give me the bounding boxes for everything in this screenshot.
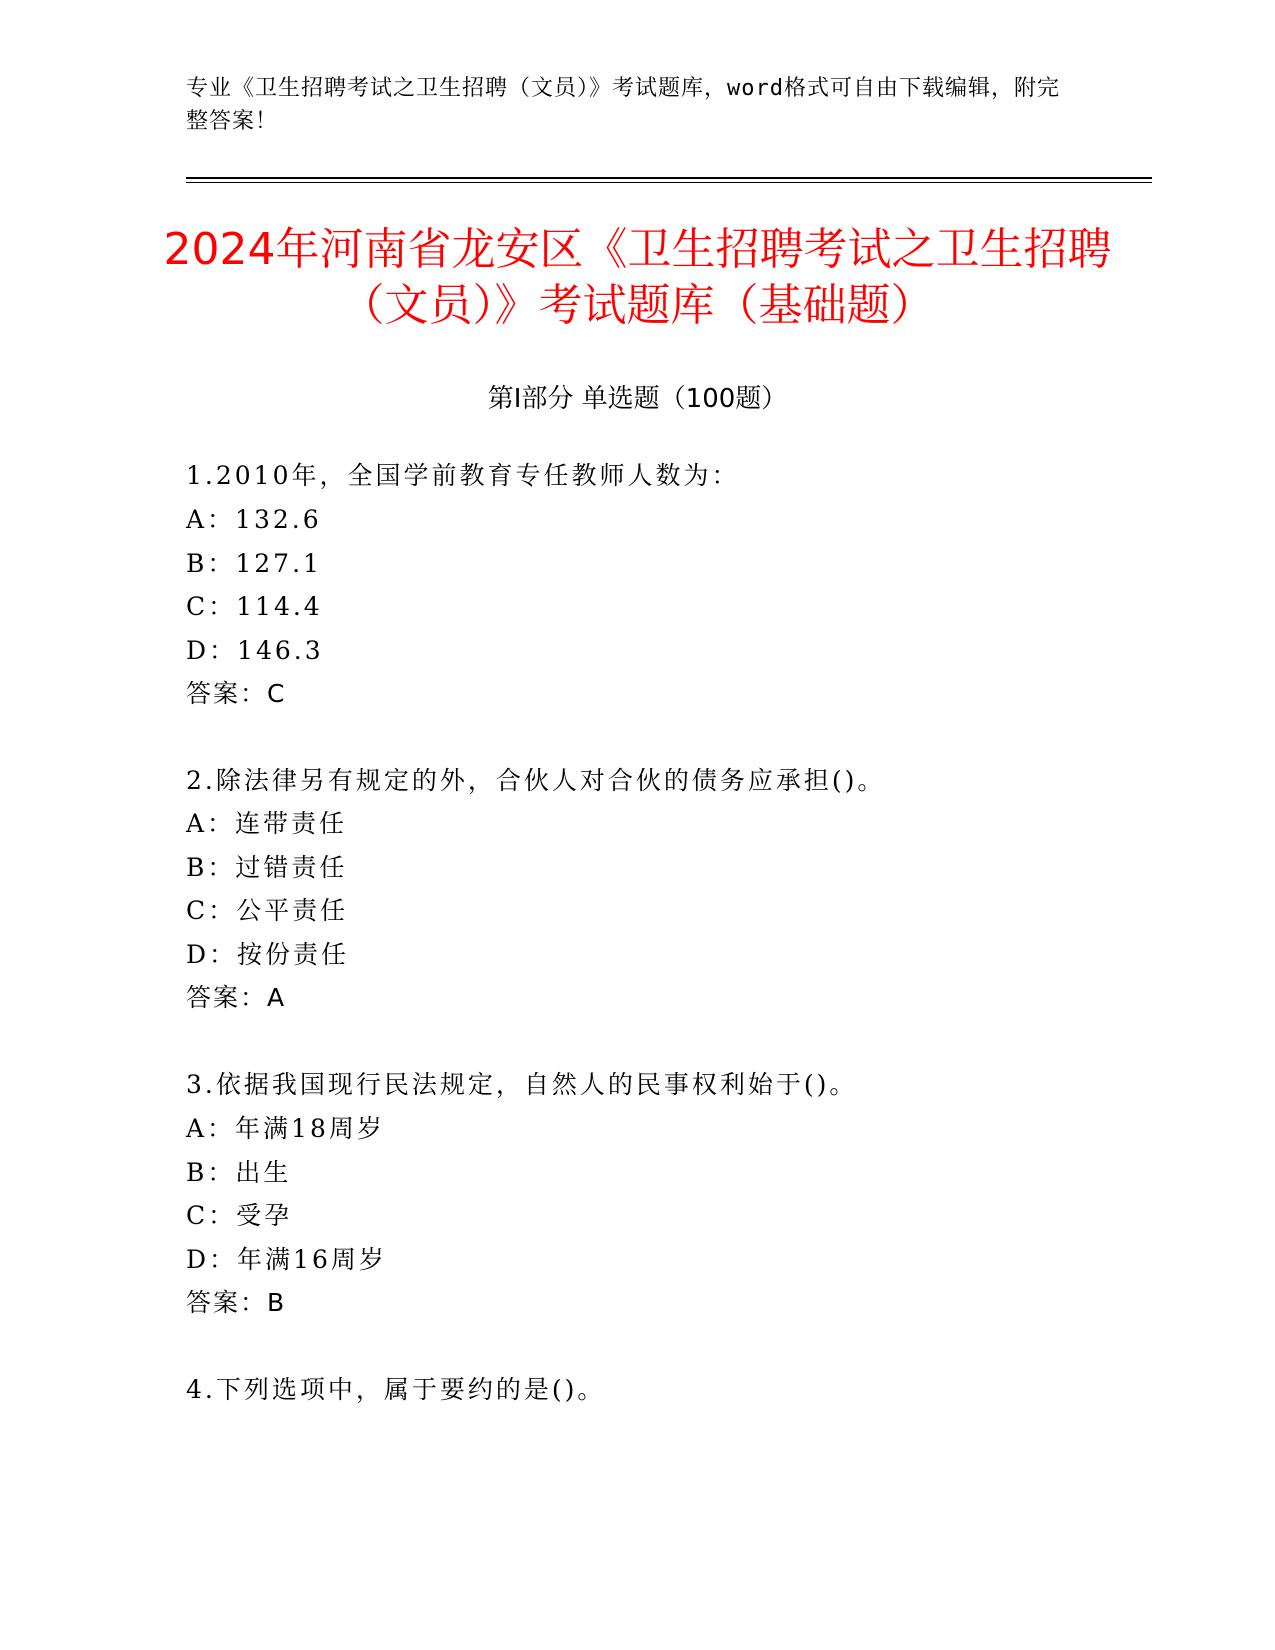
answer-label: 答案：B — [186, 1288, 287, 1317]
answer-label: 答案：C — [186, 679, 287, 708]
option-d: D：年满16周岁 — [186, 1245, 387, 1274]
option-d: D：146.3 — [186, 636, 324, 665]
option-d: D：按份责任 — [186, 940, 350, 969]
option-c: C：114.4 — [186, 592, 323, 621]
option-b: B：出生 — [186, 1158, 292, 1187]
header-note: 专业《卫生招聘考试之卫生招聘（文员）》考试题库，word格式可自由下载编辑，附完整答案！ — [186, 76, 1060, 134]
option-a: A：年满18周岁 — [186, 1114, 385, 1143]
section-heading: 第I部分 单选题（100题） — [487, 384, 788, 414]
option-b: B：127.1 — [186, 549, 322, 578]
header-divider-thin — [186, 182, 1152, 183]
question-stem: 4.下列选项中，属于要约的是()。 — [186, 1375, 606, 1404]
option-a: A：连带责任 — [186, 809, 348, 838]
question-stem: 1.2010年，全国学前教育专任教师人数为： — [186, 461, 740, 490]
answer-label: 答案：A — [186, 983, 287, 1012]
option-b: B：过错责任 — [186, 853, 348, 882]
option-a: A：132.6 — [186, 505, 322, 534]
header-divider-thick — [186, 177, 1152, 179]
question-stem: 2.除法律另有规定的外，合伙人对合伙的债务应承担()。 — [186, 766, 886, 795]
option-c: C：公平责任 — [186, 896, 349, 925]
document-title: 2024年河南省龙安区《卫生招聘考试之卫生招聘（文员）》考试题库（基础题） — [163, 224, 1112, 331]
option-c: C：受孕 — [186, 1201, 293, 1230]
question-stem: 3.依据我国现行民法规定，自然人的民事权利始于()。 — [186, 1070, 858, 1099]
